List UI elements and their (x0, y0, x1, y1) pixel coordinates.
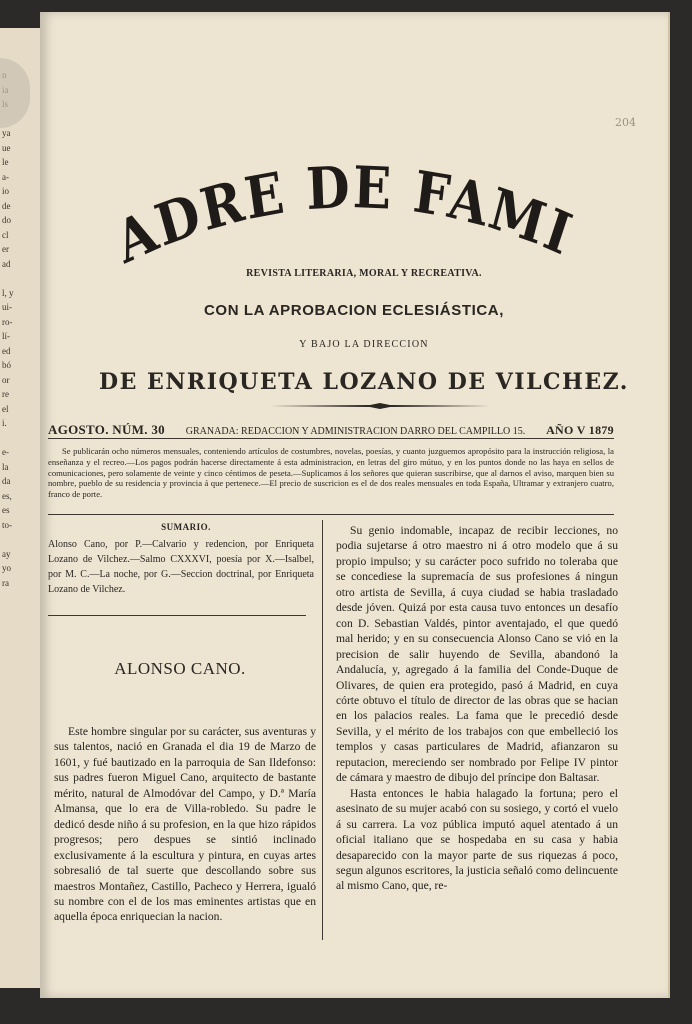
editor-name: DE ENRIQUETA LOZANO DE VILCHEZ. (99, 369, 629, 395)
article-paragraph: Su genio indomable, incapaz de recibir lecciones, no podia sujetarse á otro maestro ni á otro modelo que á su propio impulso; y su carácter poco sufrido no toleraba que se concediese la supremacía de sus profesiones á ningun otro artista de Sevilla, á cuya ciudad se habia trasladado desde jóven. Quizá por esta causa tuvo entonces un desafío con D. Sebastian Valdés, pintor aventajado, el que quedó mal herido; y en su consecuencia Alonso Cano se vió en la precision de salir huyendo de Sevilla, abandonó la Andalucía, y, agregado á la familia del Conde-Duque de Olivares, de quien era protegido, pasó á Madrid, en cuya córte obtuvo el título de director de las obras que se hacian en los palacios reales. La fama que le precedió desde Sevilla, y el mérito de los trabajos con que embelleció los templos y casas particulares de Madrid, afianzaron su reputacion, mereciendo ser nombrado por Felipe IV pintor de cámara y maestro de dibujo del príncipe don Baltasar. (336, 524, 618, 785)
issue-year: AÑO V 1879 (546, 423, 614, 437)
newspaper-page (40, 12, 668, 998)
column-divider (322, 520, 323, 940)
article-paragraph: Hasta entonces le habia halagado la fortuna; pero el asesinato de su mujer acabó con su sosiego, y cortó el vuelo á su carrera. La voz pública imputó aquel atentado á un oficial italiano que se hospedaba en su casa y habia desaparecido con la mayor parte de sus riquezas á poco, segun algunos escritores, la justicia señaló como delincuente al mismo Cano, que, re- (336, 786, 618, 893)
article-right-column (336, 523, 618, 894)
article-paragraph: Este hombre singular por su carácter, sus aventuras y sus talentos, nació en Granada el dia 19 de Marzo de 1601, y fué bautizado en la parroquia de San Ildefonso: sus padres fueron Miguel Cano, arquitecto de bastante mérito, natural de Almodóvar del Campo, y D.ª María Almansa, que lo era de Villa-robledo. Su padre le dedicó desde niño á su profesion, en la que hizo rápidos progresos; pero despues se sintió inclinado exclusivamente á la escultura y pintura, en cuyas artes sobresalió de tal suerte que descollando sobre sus maestros Montañez, Castillo, Pacheco y Herrera, igualó su nombre con el de los mas eminentes artistas que en aquella época enriquecian la nacion. (54, 725, 316, 924)
masthead-arched-title (80, 162, 600, 272)
ecclesiastical-approval: CON LA APROBACION ECLESIÁSTICA, (204, 302, 504, 319)
issue-info-line (48, 422, 614, 438)
divider-summary (48, 615, 306, 616)
ornamental-rule (270, 402, 490, 410)
issue-address: GRANADA: REDACCION Y ADMINISTRACION DARRO DEL CAMPILLO 15. (185, 426, 526, 437)
direction-line: Y BAJO LA DIRECCION (299, 339, 429, 350)
page-number: 204 (615, 116, 636, 129)
summary-title: SUMARIO. (161, 522, 211, 532)
summary-box (48, 522, 314, 597)
divider-top (48, 438, 614, 439)
masthead-subtitle: REVISTA LITERARIA, MORAL Y RECREATIVA. (246, 268, 482, 279)
facing-page-text-fragments: ya ue le a- io de do cl er ad l, y ui- ro- lí- ed bó or re el i. e- la da es, es to- ay yo ra (2, 128, 14, 588)
divider-notice (48, 514, 614, 515)
issue-number: AGOSTO. NÚM. 30 (48, 422, 165, 437)
article-left-column (54, 724, 316, 925)
svg-text:LA MADRE DE FAMILIA, (80, 162, 581, 272)
subscription-notice: Se publicarán ocho números mensuales, conteniendo artículos de costumbres, novelas, poesías, y cuanto juzguemos apropósito para la instrucción religiosa, la enseñanza y el recreo.—Los pagos podrán hacerse directamente á esta administracion, en letras del giro mútuo, y en los puntos donde no las haya en sellos de comunicaciones, pero solamente de veinte y cinco céntimos de peseta.—Suplicamos á los señores que quieran suscribirse, que al darnos el aviso, marquen bien su nombre, pueblo de su residencia y provincia á que pertenece.—El precio de suscricion es el de dos reales mensuales en toda España, Ultramar y extranjero cuatro, franco de porte. (48, 446, 614, 500)
facing-page-edge (0, 28, 42, 988)
summary-text: Alonso Cano, por P.—Calvario y redencion, por Enriqueta Lozano de Vilchez.—Salmo CXXXVI, poesía por X.—Isalbel, por M. C.—La noche, por G.—Seccion doctrinal, por Enriqueta Lozano de Vilchez. (48, 539, 314, 595)
masthead-title-text: ADRE DE FAMI (107, 162, 582, 272)
masthead-title (80, 162, 600, 272)
article-title: ALONSO CANO. (114, 659, 246, 678)
